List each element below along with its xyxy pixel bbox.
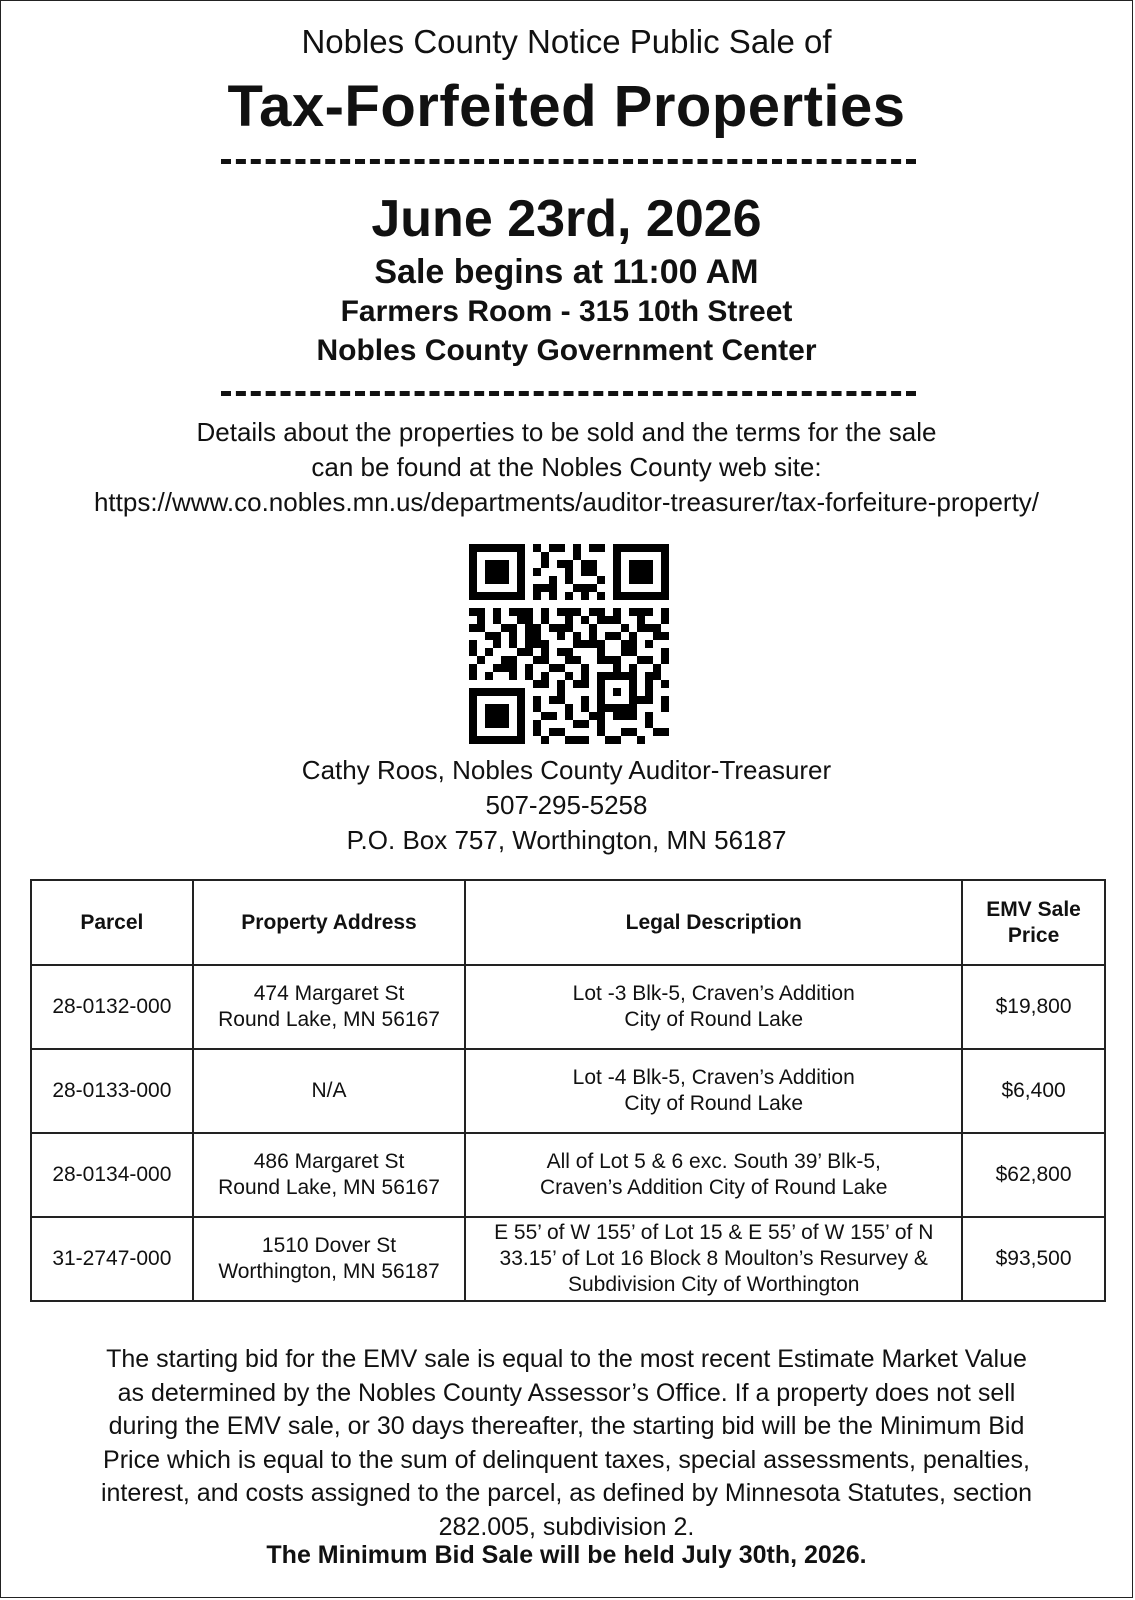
table-row xyxy=(31,1049,1105,1133)
price-cell: $93,500 xyxy=(962,1217,1105,1301)
address-line: 1510 Dover St xyxy=(261,1234,397,1257)
properties-table xyxy=(30,879,1106,1302)
legal-line: Lot -4 Blk-5, Craven’s Addition xyxy=(572,1066,855,1089)
parcel-cell: 28-0134-000 xyxy=(31,1133,193,1217)
legal-line: Subdivision City of Worthington xyxy=(568,1273,860,1296)
legal-line: Craven’s Addition City of Round Lake xyxy=(539,1176,888,1199)
address-cell xyxy=(193,1133,466,1217)
legal-line: Lot -3 Blk-5, Craven’s Addition xyxy=(572,982,855,1005)
address-cell xyxy=(193,965,466,1049)
sale-room: Farmers Room - 315 10th Street xyxy=(340,295,793,328)
column-header-price xyxy=(962,880,1105,965)
details-line: can be found at the Nobles County web site: xyxy=(311,452,822,482)
address-line: Worthington, MN 56187 xyxy=(218,1260,440,1283)
contact-phone: 507-295-5258 xyxy=(485,790,648,820)
qr-code-icon[interactable] xyxy=(469,544,669,744)
address-line: N/A xyxy=(311,1079,347,1102)
table-row xyxy=(31,1133,1105,1217)
column-header-price-line: EMV Sale xyxy=(986,897,1081,921)
footer-line: interest, and costs assigned to the parcel, as defined by Minnesota Statutes, section xyxy=(100,1479,1033,1507)
sale-time: Sale begins at 11:00 AM xyxy=(374,253,759,291)
website-url[interactable]: https://www.co.nobles.mn.us/departments/auditor-treasurer/tax-forfeiture-property/ xyxy=(93,487,1040,517)
footer-line: The starting bid for the EMV sale is equal to the most recent Estimate Market Value xyxy=(106,1345,1027,1373)
contact-name: Cathy Roos, Nobles County Auditor-Treasurer xyxy=(301,755,832,785)
parcel-cell: 31-2747-000 xyxy=(31,1217,193,1301)
legal-line: E 55’ of W 155’ of Lot 15 & E 55’ of W 155’ of N xyxy=(494,1221,934,1244)
details-line: Details about the properties to be sold and the terms for the sale xyxy=(196,417,937,447)
legal-line: All of Lot 5 & 6 exc. South 39’ Blk-5, xyxy=(546,1150,881,1173)
parcel-cell: 28-0132-000 xyxy=(31,965,193,1049)
contact-address: P.O. Box 757, Worthington, MN 56187 xyxy=(346,825,787,855)
dashed-divider-bottom xyxy=(221,391,916,396)
footer-line: as determined by the Nobles County Assessor’s Office. If a property does not sell xyxy=(117,1378,1016,1407)
footer-line: Price which is equal to the sum of delinquent taxes, special assessments, penalties, xyxy=(103,1445,1030,1474)
legal-line: City of Round Lake xyxy=(624,1008,804,1031)
price-cell: $6,400 xyxy=(962,1049,1105,1133)
dashed-divider-top xyxy=(221,159,916,164)
sale-date: June 23rd, 2026 xyxy=(371,190,762,248)
address-cell xyxy=(193,1049,466,1133)
footer-line: during the EMV sale, or 30 days thereafter, the starting bid will be the Minimum Bid xyxy=(108,1412,1025,1440)
legal-line: City of Round Lake xyxy=(624,1092,804,1115)
address-line: 486 Margaret St xyxy=(253,1150,405,1173)
footer-terms xyxy=(19,1343,1114,1544)
contact-block xyxy=(1,753,1132,858)
table-row xyxy=(31,1217,1105,1301)
address-line: Round Lake, MN 56167 xyxy=(218,1176,440,1199)
table-header-row xyxy=(31,880,1105,965)
page-title: Tax-Forfeited Properties xyxy=(227,74,906,139)
price-cell: $62,800 xyxy=(962,1133,1105,1217)
minimum-bid-sale-notice: The Minimum Bid Sale will be held July 30th, 2026. xyxy=(266,1541,867,1569)
column-header-address: Property Address xyxy=(193,880,466,965)
legal-cell xyxy=(465,1049,962,1133)
footer-line: 282.005, subdivision 2. xyxy=(438,1512,695,1541)
table-row xyxy=(31,965,1105,1049)
column-header-parcel: Parcel xyxy=(31,880,193,965)
legal-cell xyxy=(465,1133,962,1217)
column-header-price-line: Price xyxy=(1007,923,1060,947)
parcel-cell: 28-0133-000 xyxy=(31,1049,193,1133)
price-cell: $19,800 xyxy=(962,965,1105,1049)
address-line: 474 Margaret St xyxy=(253,982,405,1005)
legal-cell xyxy=(465,1217,962,1301)
sale-venue: Nobles County Government Center xyxy=(316,334,817,367)
notice-intro: Nobles County Notice Public Sale of xyxy=(301,23,832,60)
address-line: Round Lake, MN 56167 xyxy=(218,1008,440,1031)
address-cell xyxy=(193,1217,466,1301)
legal-line: 33.15’ of Lot 16 Block 8 Moulton’s Resurvey & xyxy=(499,1247,928,1270)
legal-cell xyxy=(465,965,962,1049)
details-block xyxy=(1,415,1132,520)
column-header-legal: Legal Description xyxy=(465,880,962,965)
